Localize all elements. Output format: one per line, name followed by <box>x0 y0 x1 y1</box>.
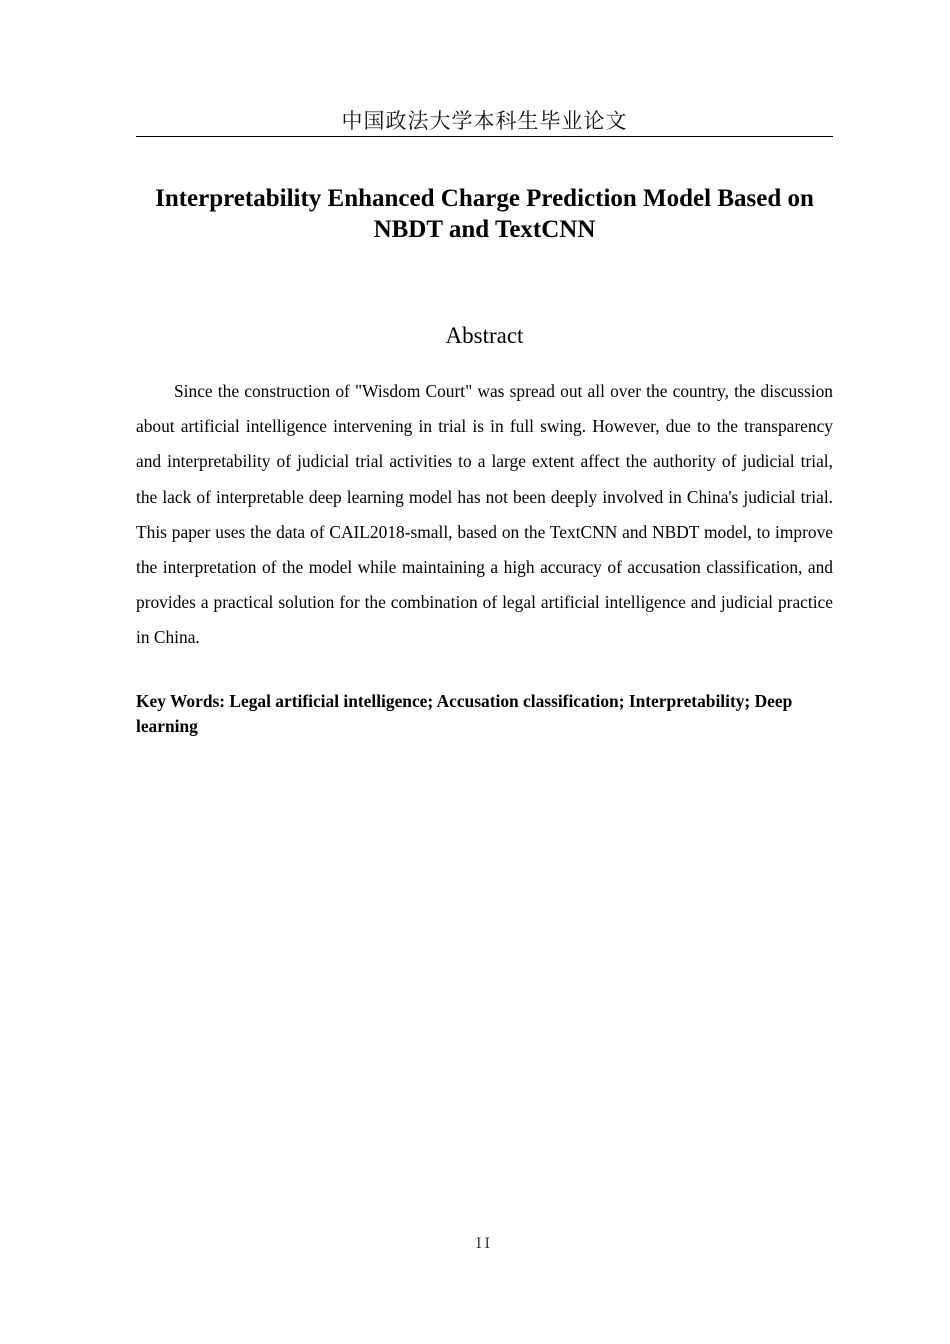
running-header: 中国政法大学本科生毕业论文 <box>341 109 628 133</box>
abstract-heading: Abstract <box>445 323 524 348</box>
header-rule <box>136 136 833 137</box>
page-number: II <box>475 1236 494 1252</box>
abstract-body: Since the construction of "Wisdom Court" was spread out all over the country, the discussion about artificial intelligence intervening in trial is in full swing. However, due to the transparency and interpretability of judicial trial activities to a large extent affect the authority of judicial trial, the lack of interpretable deep learning model has not been deeply involved in China's judicial trial. This paper uses the data of CAIL2018-small, based on the TextCNN and NBDT model, to improve the interpretation of the model while maintaining a high accuracy of accusation classification, and provides a practical solution for the combination of legal artificial intelligence and judicial practice in China. <box>136 381 833 648</box>
paper-title: Interpretability Enhanced Charge Prediction Model Based on NBDT and TextCNN <box>155 185 814 243</box>
keywords: Key Words: Legal artificial intelligence; Accusation classification; Interpretability; Deep learning <box>136 691 793 736</box>
